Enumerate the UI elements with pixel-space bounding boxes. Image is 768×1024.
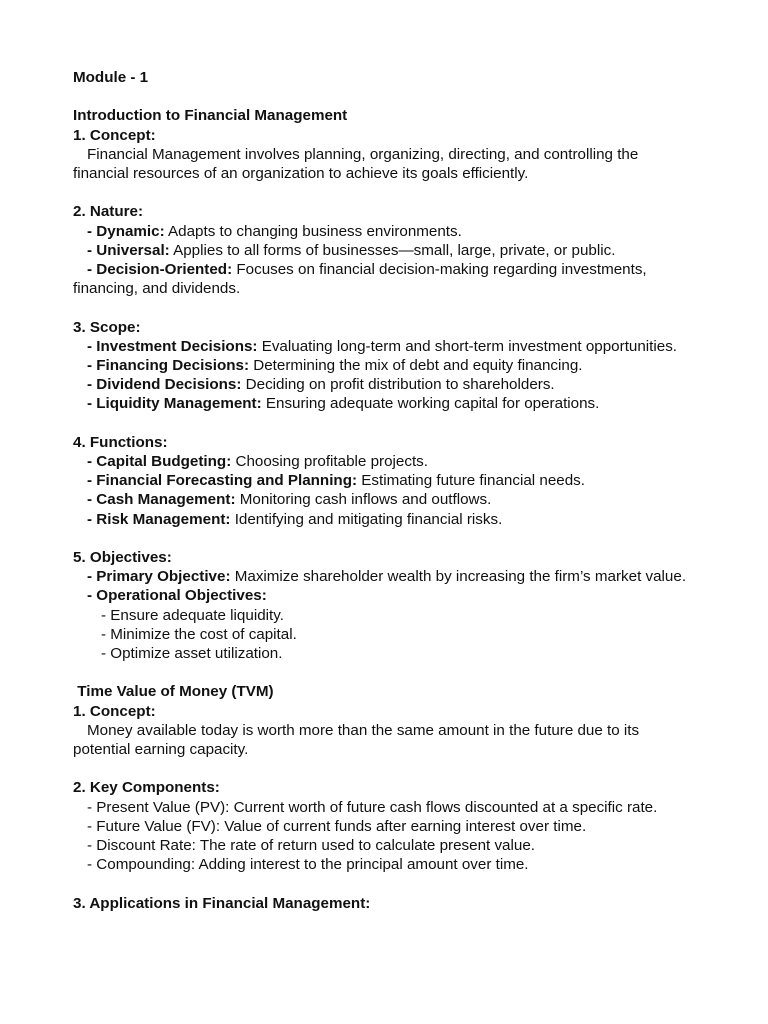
nature-item: - Decision-Oriented: Focuses on financial decision-making regarding investments, financing, and dividends. <box>73 261 647 298</box>
section-title-fm: Introduction to Financial Management <box>73 107 348 125</box>
component-item: - Present Value (PV): Current worth of future cash flows discounted at a specific rate. <box>87 798 658 816</box>
operational-objective-item: - Minimize the cost of capital. <box>101 625 297 643</box>
component-item: - Future Value (FV): Value of current funds after earning interest over time. <box>87 817 587 835</box>
function-item: - Capital Budgeting: Choosing profitable projects. <box>87 453 428 470</box>
tvm-concept-text: Money available today is worth more than the same amount in the future due to its potential earning capacity. <box>73 721 640 759</box>
nature-item: - Dynamic: Adapts to changing business environments. <box>87 222 462 240</box>
function-item: - Financial Forecasting and Planning: Estimating future financial needs. <box>87 472 585 490</box>
tvm-concept-heading: 1. Concept: <box>73 702 156 720</box>
scope-item: - Dividend Decisions: Deciding on profit distribution to shareholders. <box>87 376 555 394</box>
scope-item: - Investment Decisions: Evaluating long-term and short-term investment opportunities. <box>87 337 678 355</box>
fm-scope-heading: 3. Scope: <box>73 318 141 336</box>
primary-objective: - Primary Objective: Maximize shareholder wealth by increasing the firm’s market value. <box>87 568 687 586</box>
module-title: Module - 1 <box>73 69 149 86</box>
component-item: - Discount Rate: The rate of return used to calculate present value. <box>87 837 535 855</box>
function-item: - Cash Management: Monitoring cash inflows and outflows. <box>87 491 492 509</box>
operational-objectives-label: - Operational Objectives: <box>87 587 267 605</box>
fm-concept-heading: 1. Concept: <box>73 126 156 144</box>
fm-concept-text: Financial Management involves planning, organizing, directing, and controlling the financial resources of an organization to achieve its goals efficiently. <box>73 145 639 182</box>
function-item: - Risk Management: Identifying and mitigating financial risks. <box>87 510 503 528</box>
operational-objective-item: - Ensure adequate liquidity. <box>101 606 284 624</box>
scope-item: - Liquidity Management: Ensuring adequate working capital for operations. <box>87 395 600 413</box>
fm-nature-heading: 2. Nature: <box>73 203 144 221</box>
fm-functions-heading: 4. Functions: <box>73 433 168 451</box>
nature-item: - Universal: Applies to all forms of businesses—small, large, private, or public. <box>87 241 616 259</box>
tvm-components-heading: 2. Key Components: <box>73 779 220 797</box>
fm-objectives-heading: 5. Objectives: <box>73 549 172 566</box>
tvm-applications-heading: 3. Applications in Financial Management: <box>73 894 371 912</box>
component-item: - Compounding: Adding interest to the principal amount over time. <box>87 856 529 874</box>
operational-objective-item: - Optimize asset utilization. <box>101 645 283 663</box>
scope-item: - Financing Decisions: Determining the mix of debt and equity financing. <box>87 357 583 374</box>
section-title-tvm: Time Value of Money (TVM) <box>73 683 274 701</box>
